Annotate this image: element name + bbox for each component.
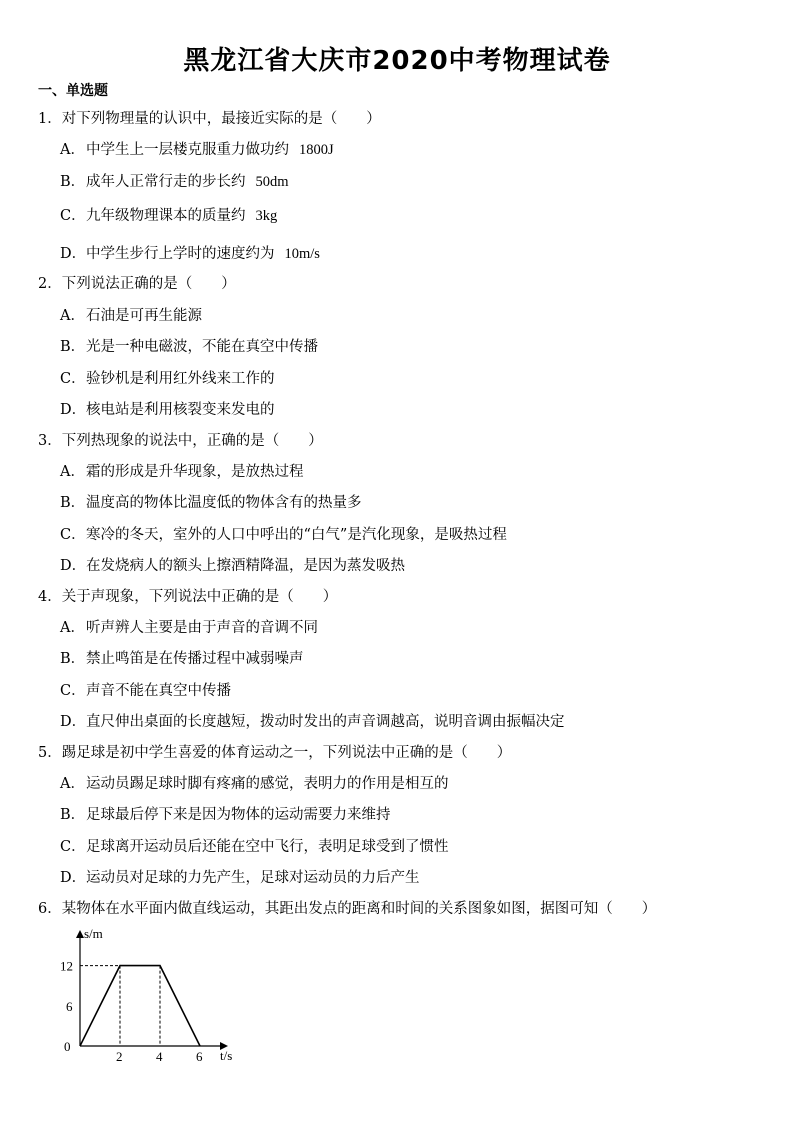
question-1-option-a — [60, 138, 334, 159]
question-4-option-b — [60, 647, 304, 668]
option-letter: B． — [60, 807, 86, 823]
distance-time-graph — [58, 922, 258, 1067]
option-letter: A． — [60, 308, 85, 324]
x-tick-label-2: 2 — [116, 1049, 123, 1064]
question-2-option-b — [60, 335, 318, 356]
option-letter: C． — [60, 208, 86, 224]
question-2-option-c — [60, 367, 275, 388]
option-text: 足球最后停下来是因为物体的运动需要力来维持 — [86, 807, 391, 823]
option-value: 3kg — [255, 208, 278, 224]
option-text: 运动员对足球的力先产生，足球对运动员的力后产生 — [86, 870, 420, 886]
option-letter: D． — [60, 402, 87, 418]
series-line — [80, 966, 200, 1046]
option-text: 成年人正常行走的步长约 — [86, 174, 246, 190]
option-text: 在发烧病人的额头上擦酒精降温，是因为蒸发吸热 — [86, 558, 405, 574]
y-tick-label-12: 12 — [60, 958, 73, 974]
option-text: 霜的形成是升华现象，是放热过程 — [86, 464, 304, 480]
question-3-option-c — [60, 523, 507, 544]
question-2-option-a — [60, 304, 202, 325]
option-text: 直尺伸出桌面的长度越短，拨动时发出的声音调越高，说明音调由振幅决定 — [86, 714, 565, 730]
question-3-option-d — [60, 554, 405, 575]
option-text: 中学生步行上学时的速度约为 — [86, 246, 275, 262]
option-letter: A． — [60, 464, 85, 480]
question-5-option-b — [60, 803, 391, 824]
question-1-option-c — [60, 204, 277, 225]
option-text: 听声辨人主要是由于声音的音调不同 — [86, 620, 318, 636]
option-text: 验钞机是利用红外线来工作的 — [86, 371, 275, 387]
question-5-option-d — [60, 866, 420, 887]
y-tick-label-6: 6 — [66, 998, 73, 1014]
question-3-option-b — [60, 491, 362, 512]
section-heading: 一、单选题 — [38, 83, 108, 99]
question-1-option-b — [60, 170, 289, 191]
option-letter: C． — [60, 527, 86, 543]
question-5-option-c — [60, 835, 449, 856]
question-3-stem: 3．下列热现象的说法中，正确的是（ ） — [38, 433, 323, 449]
x-axis-label: t/s — [220, 1048, 233, 1063]
option-text: 石油是可再生能源 — [86, 308, 202, 324]
question-1-stem: 1．对下列物理量的认识中，最接近实际的是（ ） — [38, 111, 381, 127]
option-letter: C． — [60, 839, 86, 855]
x-tick-label-4: 4 — [156, 1049, 163, 1064]
question-4-option-d — [60, 710, 565, 731]
option-letter: A． — [60, 776, 85, 792]
question-4-option-c — [60, 679, 231, 700]
option-letter: D． — [60, 870, 87, 886]
option-text: 中学生上一层楼克服重力做功约 — [86, 142, 289, 158]
option-letter: D． — [60, 558, 87, 574]
option-letter: A． — [60, 142, 85, 158]
question-5-stem: 5．踢足球是初中学生喜爱的体育运动之一，下列说法中正确的是（ ） — [38, 745, 512, 761]
option-value: 50dm — [255, 174, 289, 190]
option-letter: C． — [60, 683, 86, 699]
option-text: 九年级物理课本的质量约 — [86, 208, 246, 224]
option-value: 1800J — [299, 142, 334, 158]
option-letter: C． — [60, 371, 86, 387]
question-5-option-a — [60, 772, 449, 793]
page-title: 黑龙江省大庆市2020中考物理试卷 — [183, 46, 611, 76]
question-3-option-a — [60, 460, 304, 481]
option-text: 光是一种电磁波，不能在真空中传播 — [86, 339, 318, 355]
question-2-stem: 2．下列说法正确的是（ ） — [38, 276, 236, 292]
option-letter: D． — [60, 714, 87, 730]
y-axis-label: s/m — [84, 926, 103, 941]
option-text: 温度高的物体比温度低的物体含有的热量多 — [86, 495, 362, 511]
option-letter: A． — [60, 620, 85, 636]
question-2-option-d — [60, 398, 275, 419]
question-4-option-a — [60, 616, 318, 637]
option-text: 核电站是利用核裂变来发电的 — [86, 402, 275, 418]
question-6-stem: 6．某物体在水平面内做直线运动，其距出发点的距离和时间的关系图象如图，据图可知（ ） — [38, 901, 657, 917]
question-1-option-d — [60, 242, 320, 263]
option-letter: B． — [60, 651, 86, 667]
option-text: 声音不能在真空中传播 — [86, 683, 231, 699]
option-letter: D． — [60, 246, 87, 262]
origin-label: 0 — [64, 1039, 71, 1054]
option-letter: B． — [60, 174, 86, 190]
x-tick-label-6: 6 — [196, 1049, 203, 1064]
option-text: 足球离开运动员后还能在空中飞行，表明足球受到了惯性 — [86, 839, 449, 855]
option-letter: B． — [60, 339, 86, 355]
option-letter: B． — [60, 495, 86, 511]
option-value: 10m/s — [284, 246, 320, 262]
option-text: 寒冷的冬天，室外的人口中呼出的“白气”是汽化现象，是吸热过程 — [86, 527, 507, 543]
option-text: 运动员踢足球时脚有疼痛的感觉，表明力的作用是相互的 — [86, 776, 449, 792]
option-text: 禁止鸣笛是在传播过程中减弱噪声 — [86, 651, 304, 667]
question-4-stem: 4．关于声现象，下列说法中正确的是（ ） — [38, 589, 338, 605]
